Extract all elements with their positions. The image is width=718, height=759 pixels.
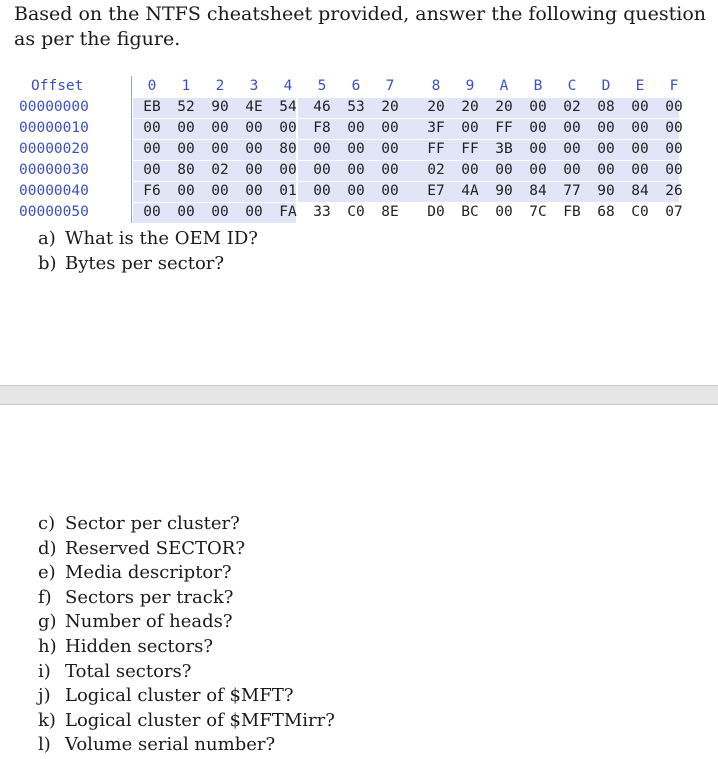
hex-byte: 68 [597, 204, 615, 220]
offset-header: Offset [31, 78, 84, 94]
hex-byte: FA [279, 204, 297, 220]
hex-row [0, 118, 718, 139]
hex-byte: 00 [143, 141, 161, 157]
column-header: 7 [385, 78, 395, 94]
hex-byte: 00 [563, 141, 581, 157]
hex-byte: 46 [313, 99, 331, 115]
hex-byte: 3F [427, 120, 445, 136]
question-label: a) [38, 228, 56, 249]
hex-byte: 02 [563, 99, 581, 115]
question-item [38, 610, 335, 635]
hex-byte: 00 [563, 162, 581, 178]
hex-byte: 90 [597, 183, 615, 199]
hex-row [0, 160, 718, 181]
hex-byte: 00 [347, 183, 365, 199]
hex-byte: 00 [177, 141, 195, 157]
hex-byte: C0 [631, 204, 649, 220]
column-header: 5 [317, 78, 327, 94]
hex-byte: 00 [563, 120, 581, 136]
hex-byte: 02 [427, 162, 445, 178]
hex-byte: 00 [597, 162, 615, 178]
hex-byte: 00 [381, 120, 399, 136]
hex-byte: 84 [631, 183, 649, 199]
hex-byte: 02 [211, 162, 229, 178]
hex-byte: 00 [177, 204, 195, 220]
hex-byte: E7 [427, 183, 445, 199]
question-text: Sectors per track? [65, 586, 234, 608]
hex-byte: 00 [279, 162, 297, 178]
hex-byte: 00 [279, 120, 297, 136]
hex-byte: 00 [177, 120, 195, 136]
question-item [38, 586, 335, 611]
row-offset: 00000000 [19, 99, 89, 115]
question-text: Reserved SECTOR? [65, 537, 245, 559]
hex-byte: 00 [665, 99, 683, 115]
question-item [38, 660, 335, 685]
column-header: 4 [283, 78, 293, 94]
hex-byte: 90 [495, 183, 513, 199]
hex-byte: 00 [461, 120, 479, 136]
hex-byte: F8 [313, 120, 331, 136]
hex-byte: 00 [245, 141, 263, 157]
hex-byte: 00 [597, 141, 615, 157]
hex-byte: 00 [211, 120, 229, 136]
question-label: f) [38, 586, 52, 608]
question-label: g) [38, 611, 57, 633]
hex-byte: 00 [381, 141, 399, 157]
hex-byte: 00 [245, 204, 263, 220]
hex-byte: F6 [143, 183, 161, 199]
hex-byte: 80 [279, 141, 297, 157]
hex-row [0, 139, 718, 160]
hex-byte: 54 [279, 99, 297, 115]
hex-byte: EB [143, 99, 161, 115]
hex-byte: FF [495, 120, 513, 136]
hex-byte: 01 [279, 183, 297, 199]
hex-byte: 80 [177, 162, 195, 178]
row-offset: 00000020 [19, 141, 89, 157]
question-label: e) [38, 562, 56, 584]
column-header: 2 [215, 78, 225, 94]
hex-byte: 26 [665, 183, 683, 199]
hex-byte: 4A [461, 183, 479, 199]
question-text: Number of heads? [65, 611, 233, 633]
column-header: 9 [465, 78, 475, 94]
hex-byte: 8E [381, 204, 399, 220]
hex-byte: 00 [313, 183, 331, 199]
column-header: 0 [147, 78, 157, 94]
question-text: Logical cluster of $MFTMirr? [65, 709, 335, 731]
hex-byte: 00 [529, 141, 547, 157]
intro-text: Based on the NTFS cheatsheet provided, answer the following question as per the figure. [14, 3, 706, 50]
question-list-bottom [38, 512, 335, 758]
hex-byte: 00 [211, 141, 229, 157]
hex-byte: 00 [529, 162, 547, 178]
page-divider [0, 385, 718, 405]
question-item [38, 537, 335, 562]
hex-byte: 20 [461, 99, 479, 115]
hex-byte: 77 [563, 183, 581, 199]
hex-byte: 90 [211, 99, 229, 115]
column-header: D [601, 78, 611, 94]
question-item [38, 733, 335, 758]
hex-byte: 00 [631, 141, 649, 157]
hex-byte: BC [461, 204, 479, 220]
hex-byte: 53 [347, 99, 365, 115]
question-item [38, 252, 258, 277]
hex-byte: 3B [495, 141, 513, 157]
row-offset: 00000030 [19, 162, 89, 178]
hex-byte: 00 [143, 120, 161, 136]
hex-byte: 00 [245, 162, 263, 178]
hex-byte: 00 [177, 183, 195, 199]
hex-byte: 20 [427, 99, 445, 115]
hex-byte: 00 [347, 162, 365, 178]
question-label: d) [38, 537, 57, 559]
hex-row [0, 181, 718, 202]
hex-byte: 00 [461, 162, 479, 178]
question-label: k) [38, 709, 56, 731]
hex-byte: 00 [143, 162, 161, 178]
column-header: E [635, 78, 645, 94]
hex-byte: 00 [347, 141, 365, 157]
question-item [38, 709, 335, 734]
column-header: A [499, 78, 509, 94]
hex-byte: 00 [313, 141, 331, 157]
hex-byte: 00 [631, 99, 649, 115]
hex-byte: 7C [529, 204, 547, 220]
question-text: Hidden sectors? [65, 635, 213, 657]
hex-byte: 33 [313, 204, 331, 220]
hex-byte: 08 [597, 99, 615, 115]
hex-byte: 00 [529, 120, 547, 136]
hex-byte: FF [427, 141, 445, 157]
question-text: Media descriptor? [65, 562, 232, 584]
hex-byte: 00 [529, 99, 547, 115]
hex-byte: D0 [427, 204, 445, 220]
column-header: 3 [249, 78, 259, 94]
column-header: 8 [431, 78, 441, 94]
hex-byte: 4E [245, 99, 263, 115]
hex-byte: 00 [381, 183, 399, 199]
column-header: 1 [181, 78, 191, 94]
row-offset: 00000010 [19, 120, 89, 136]
column-header: 6 [351, 78, 361, 94]
question-item [38, 512, 335, 537]
hex-byte: 00 [245, 183, 263, 199]
question-label: h) [38, 635, 57, 657]
question-item [38, 635, 335, 660]
question-label: b) [38, 252, 57, 274]
hex-row [0, 202, 718, 223]
hex-byte: 00 [665, 120, 683, 136]
question-text: Total sectors? [65, 660, 192, 682]
hex-row [0, 97, 718, 118]
question-item [38, 684, 335, 709]
question-text: Sector per cluster? [65, 513, 240, 534]
question-item [38, 227, 258, 252]
question-list-top [38, 227, 258, 276]
row-offset: 00000050 [19, 204, 89, 220]
question-label: l) [38, 734, 51, 756]
column-header: C [567, 78, 577, 94]
hex-byte: 00 [495, 162, 513, 178]
question-item [38, 561, 335, 586]
column-header: B [533, 78, 543, 94]
hex-byte: 00 [313, 162, 331, 178]
hex-dump-table [0, 76, 718, 220]
row-offset: 00000040 [19, 183, 89, 199]
question-text: Bytes per sector? [65, 252, 225, 274]
hex-byte: 00 [631, 162, 649, 178]
question-text: Volume serial number? [65, 734, 276, 756]
question-text: What is the OEM ID? [65, 228, 258, 249]
hex-byte: 00 [665, 141, 683, 157]
hex-byte: 00 [665, 162, 683, 178]
hex-byte: 07 [665, 204, 683, 220]
hex-header-row [0, 76, 718, 97]
hex-byte: 00 [211, 183, 229, 199]
question-label: i) [38, 660, 51, 682]
hex-byte: 00 [495, 204, 513, 220]
hex-byte: 00 [143, 204, 161, 220]
hex-byte: 20 [381, 99, 399, 115]
hex-byte: FB [563, 204, 581, 220]
hex-byte: FF [461, 141, 479, 157]
hex-byte: 52 [177, 99, 195, 115]
question-label: j) [38, 685, 51, 707]
hex-byte: 00 [597, 120, 615, 136]
hex-byte: 00 [347, 120, 365, 136]
hex-byte: 00 [245, 120, 263, 136]
hex-byte: 84 [529, 183, 547, 199]
hex-byte: C0 [347, 204, 365, 220]
hex-byte: 00 [381, 162, 399, 178]
question-label: c) [38, 513, 56, 534]
question-text: Logical cluster of $MFT? [65, 685, 294, 707]
hex-byte: 00 [631, 120, 649, 136]
hex-byte: 00 [211, 204, 229, 220]
column-header: F [669, 78, 679, 94]
hex-byte: 20 [495, 99, 513, 115]
